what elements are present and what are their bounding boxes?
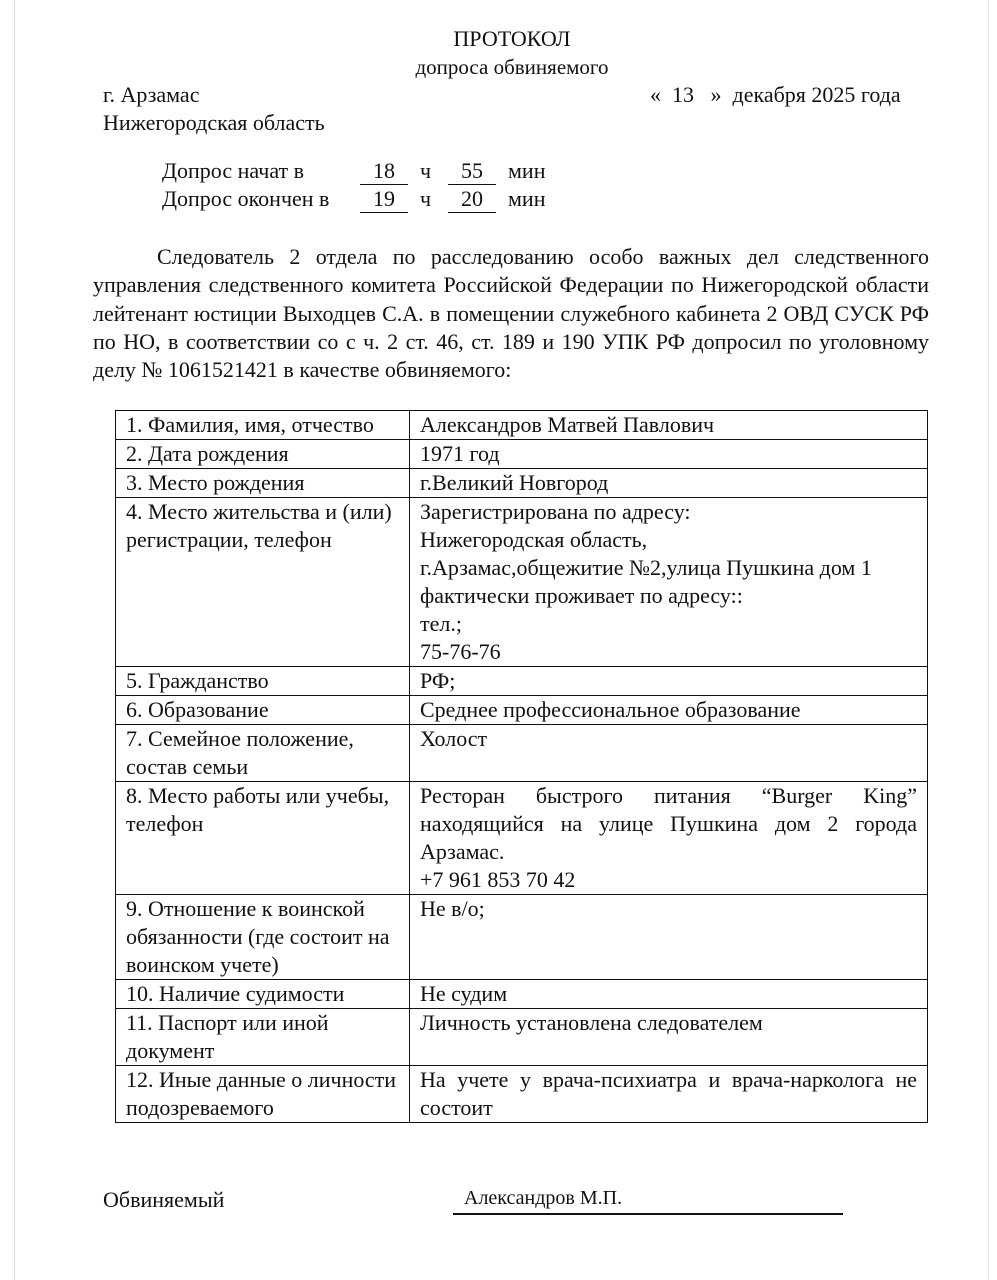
end-time-label: Допрос окончен в [162,186,330,211]
document-date: « 13 » декабря 2025 года [650,82,901,107]
table-row [116,1009,928,1066]
row-label: 7. Семейное положение, состав семьи [116,725,410,782]
personal-data-table [115,410,928,1123]
end-minutes-field: 20 [448,186,496,213]
signature-line [453,1213,843,1215]
row-value: На учете у врача-психиатра и врача-нарколога не состоит [410,1066,928,1123]
intro-paragraph: Следователь 2 отдела по расследованию особо важных дел следственного управления следственного комитета Российской Федерации по Нижегородской области лейтенант юстиции Выходцев С.А. в помещении служебного кабинета 2 ОВД СУСК РФ по НО, в соответствии со с ч. 2 ст. 46, ст. 189 и 190 УПК РФ допросил по уголовному делу № 1061521421 в качестве обвиняемого: [93,244,929,383]
table-row [116,498,928,667]
row-value: Не судим [410,980,928,1009]
table-row [116,696,928,725]
row-label: 11. Паспорт или иной документ [116,1009,410,1066]
table-row [116,440,928,469]
end-hours-field: 19 [360,186,408,213]
row-label: 4. Место жительства и (или) регистрации, телефон [116,498,410,667]
row-value: Среднее профессиональное образование [410,696,928,725]
page-edge-left [14,0,15,1280]
hours-unit: ч [420,186,432,211]
signature-name: Александров М.П. [464,1187,623,1209]
region: Нижегородская область [103,110,325,135]
start-time-label: Допрос начат в [162,158,305,183]
row-value: Не в/о; [410,895,928,980]
table-row [116,469,928,498]
row-value: Ресторан быстрого питания “Burger King” находящийся на улице Пушкина дом 2 города Арзамас. +7 961 853 70 42 [410,782,928,895]
signature-label: Обвиняемый [103,1187,225,1212]
row-label: 12. Иные данные о личности подозреваемого [116,1066,410,1123]
row-label: 8. Место работы или учебы, телефон [116,782,410,895]
row-label: 5. Гражданство [116,667,410,696]
minutes-unit: мин [508,158,546,183]
page-edge-right [988,0,989,1280]
row-label: 2. Дата рождения [116,440,410,469]
document-title: ПРОТОКОЛ [453,26,571,51]
table-row [116,782,928,895]
row-value: Холост [410,725,928,782]
row-value: Личность установлена следователем [410,1009,928,1066]
minutes-unit: мин [508,186,546,211]
document-subtitle: допроса обвиняемого [415,55,609,79]
start-hours-field: 18 [360,158,408,185]
table-row [116,980,928,1009]
row-label: 9. Отношение к воинской обязанности (где состоит на воинском учете) [116,895,410,980]
row-label: 10. Наличие судимости [116,980,410,1009]
table-row [116,667,928,696]
row-value: Александров Матвей Павлович [410,411,928,440]
row-label: 6. Образование [116,696,410,725]
table-row [116,1066,928,1123]
row-label: 3. Место рождения [116,469,410,498]
row-value: Зарегистрирована по адресу: Нижегородская область, г.Арзамас,общежитие №2,улица Пушкина дом 1 фактически проживает по адресу:: тел.; 75-76-76 [410,498,928,667]
table-row [116,725,928,782]
start-minutes-field: 55 [448,158,496,185]
row-label: 1. Фамилия, имя, отчество [116,411,410,440]
table-row [116,895,928,980]
hours-unit: ч [420,158,432,183]
row-value: 1971 год [410,440,928,469]
row-value: г.Великий Новгород [410,469,928,498]
row-value: РФ; [410,667,928,696]
table-row [116,411,928,440]
city: г. Арзамас [103,82,200,107]
